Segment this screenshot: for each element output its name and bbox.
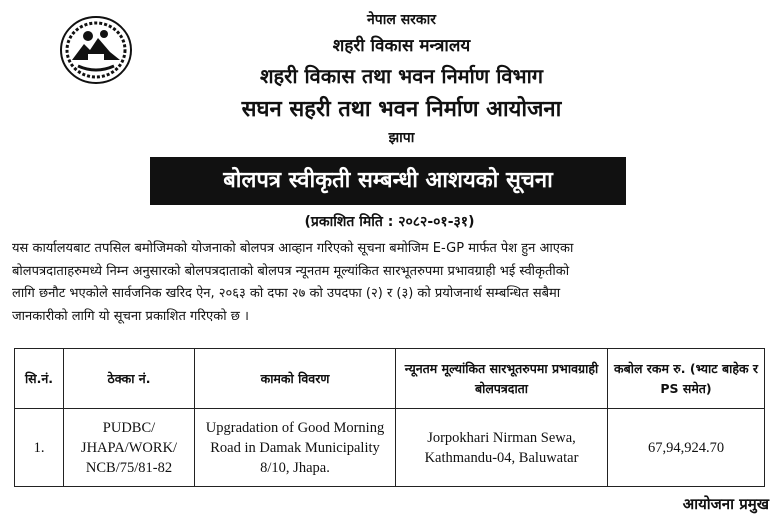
- project-label: सघन सहरी तथा भवन निर्माण आयोजना: [241, 97, 562, 122]
- location-label: झापा: [388, 130, 415, 146]
- notice-body: [12, 238, 767, 328]
- notice-body-line: यस कार्यालयबाट तपसिल बमोजिमको योजनाको बोलपत्र आव्हान गरिएको सूचना बमोजिम E-GP मार्फत पेश हुन आएका: [12, 241, 574, 256]
- column-header-amount: कबोल रकम रु. (भ्याट बाहेक र PS समेत): [608, 349, 765, 409]
- notice-title-banner: बोलपत्र स्वीकृती सम्बन्धी आशयको सूचना: [150, 157, 626, 205]
- cell-sn: 1.: [15, 409, 64, 487]
- published-date: (प्रकाशित मिति : २०८२-०१-३१): [304, 214, 475, 230]
- notice-body-line: जानकारीको लागि यो सूचना प्रकाशित गरिएको छ ।: [12, 308, 249, 324]
- cell-contract-no: PUDBC/ JHAPA/WORK/ NCB/75/81-82: [64, 409, 195, 487]
- column-header-sn: सि.नं.: [15, 349, 64, 409]
- column-header-description: कामको विवरण: [195, 349, 396, 409]
- column-header-bidder: न्यूनतम मूल्यांकित सारभूतरुपमा प्रभावग्राही बोलपत्रदाता: [396, 349, 608, 409]
- notice-body-line: लागि छनौट भएकोले सार्वजनिक खरिद ऐन, २०६३ को दफा २७ को उपदफा (२) र (३) को प्रयोजनार्थ सम्बन्धित सबैमा: [12, 286, 561, 301]
- notice-body-line: बोलपत्रदाताहरुमध्ये निम्न अनुसारको बोलपत्रदाताको बोलपत्र न्यूनतम मूल्यांकित सारभूतरुपमा प्रभावग्राही भई स्वीकृतीको: [12, 263, 570, 279]
- table-header-row: [15, 349, 765, 409]
- cell-description: Upgradation of Good Morning Road in Damak Municipality 8/10, Jhapa.: [195, 409, 396, 487]
- column-header-contract-no: ठेक्का नं.: [64, 349, 195, 409]
- ministry-label: शहरी विकास मन्त्रालय: [332, 36, 471, 56]
- award-table: [14, 348, 765, 487]
- government-label: नेपाल सरकार: [366, 12, 436, 28]
- cell-amount: 67,94,924.70: [608, 409, 765, 487]
- cell-bidder: Jorpokhari Nirman Sewa, Kathmandu-04, Baluwatar: [396, 409, 608, 487]
- table-row: [15, 409, 765, 487]
- project-chief-signoff: आयोजना प्रमुख: [682, 495, 769, 513]
- department-label: शहरी विकास तथा भवन निर्माण विभाग: [259, 64, 544, 88]
